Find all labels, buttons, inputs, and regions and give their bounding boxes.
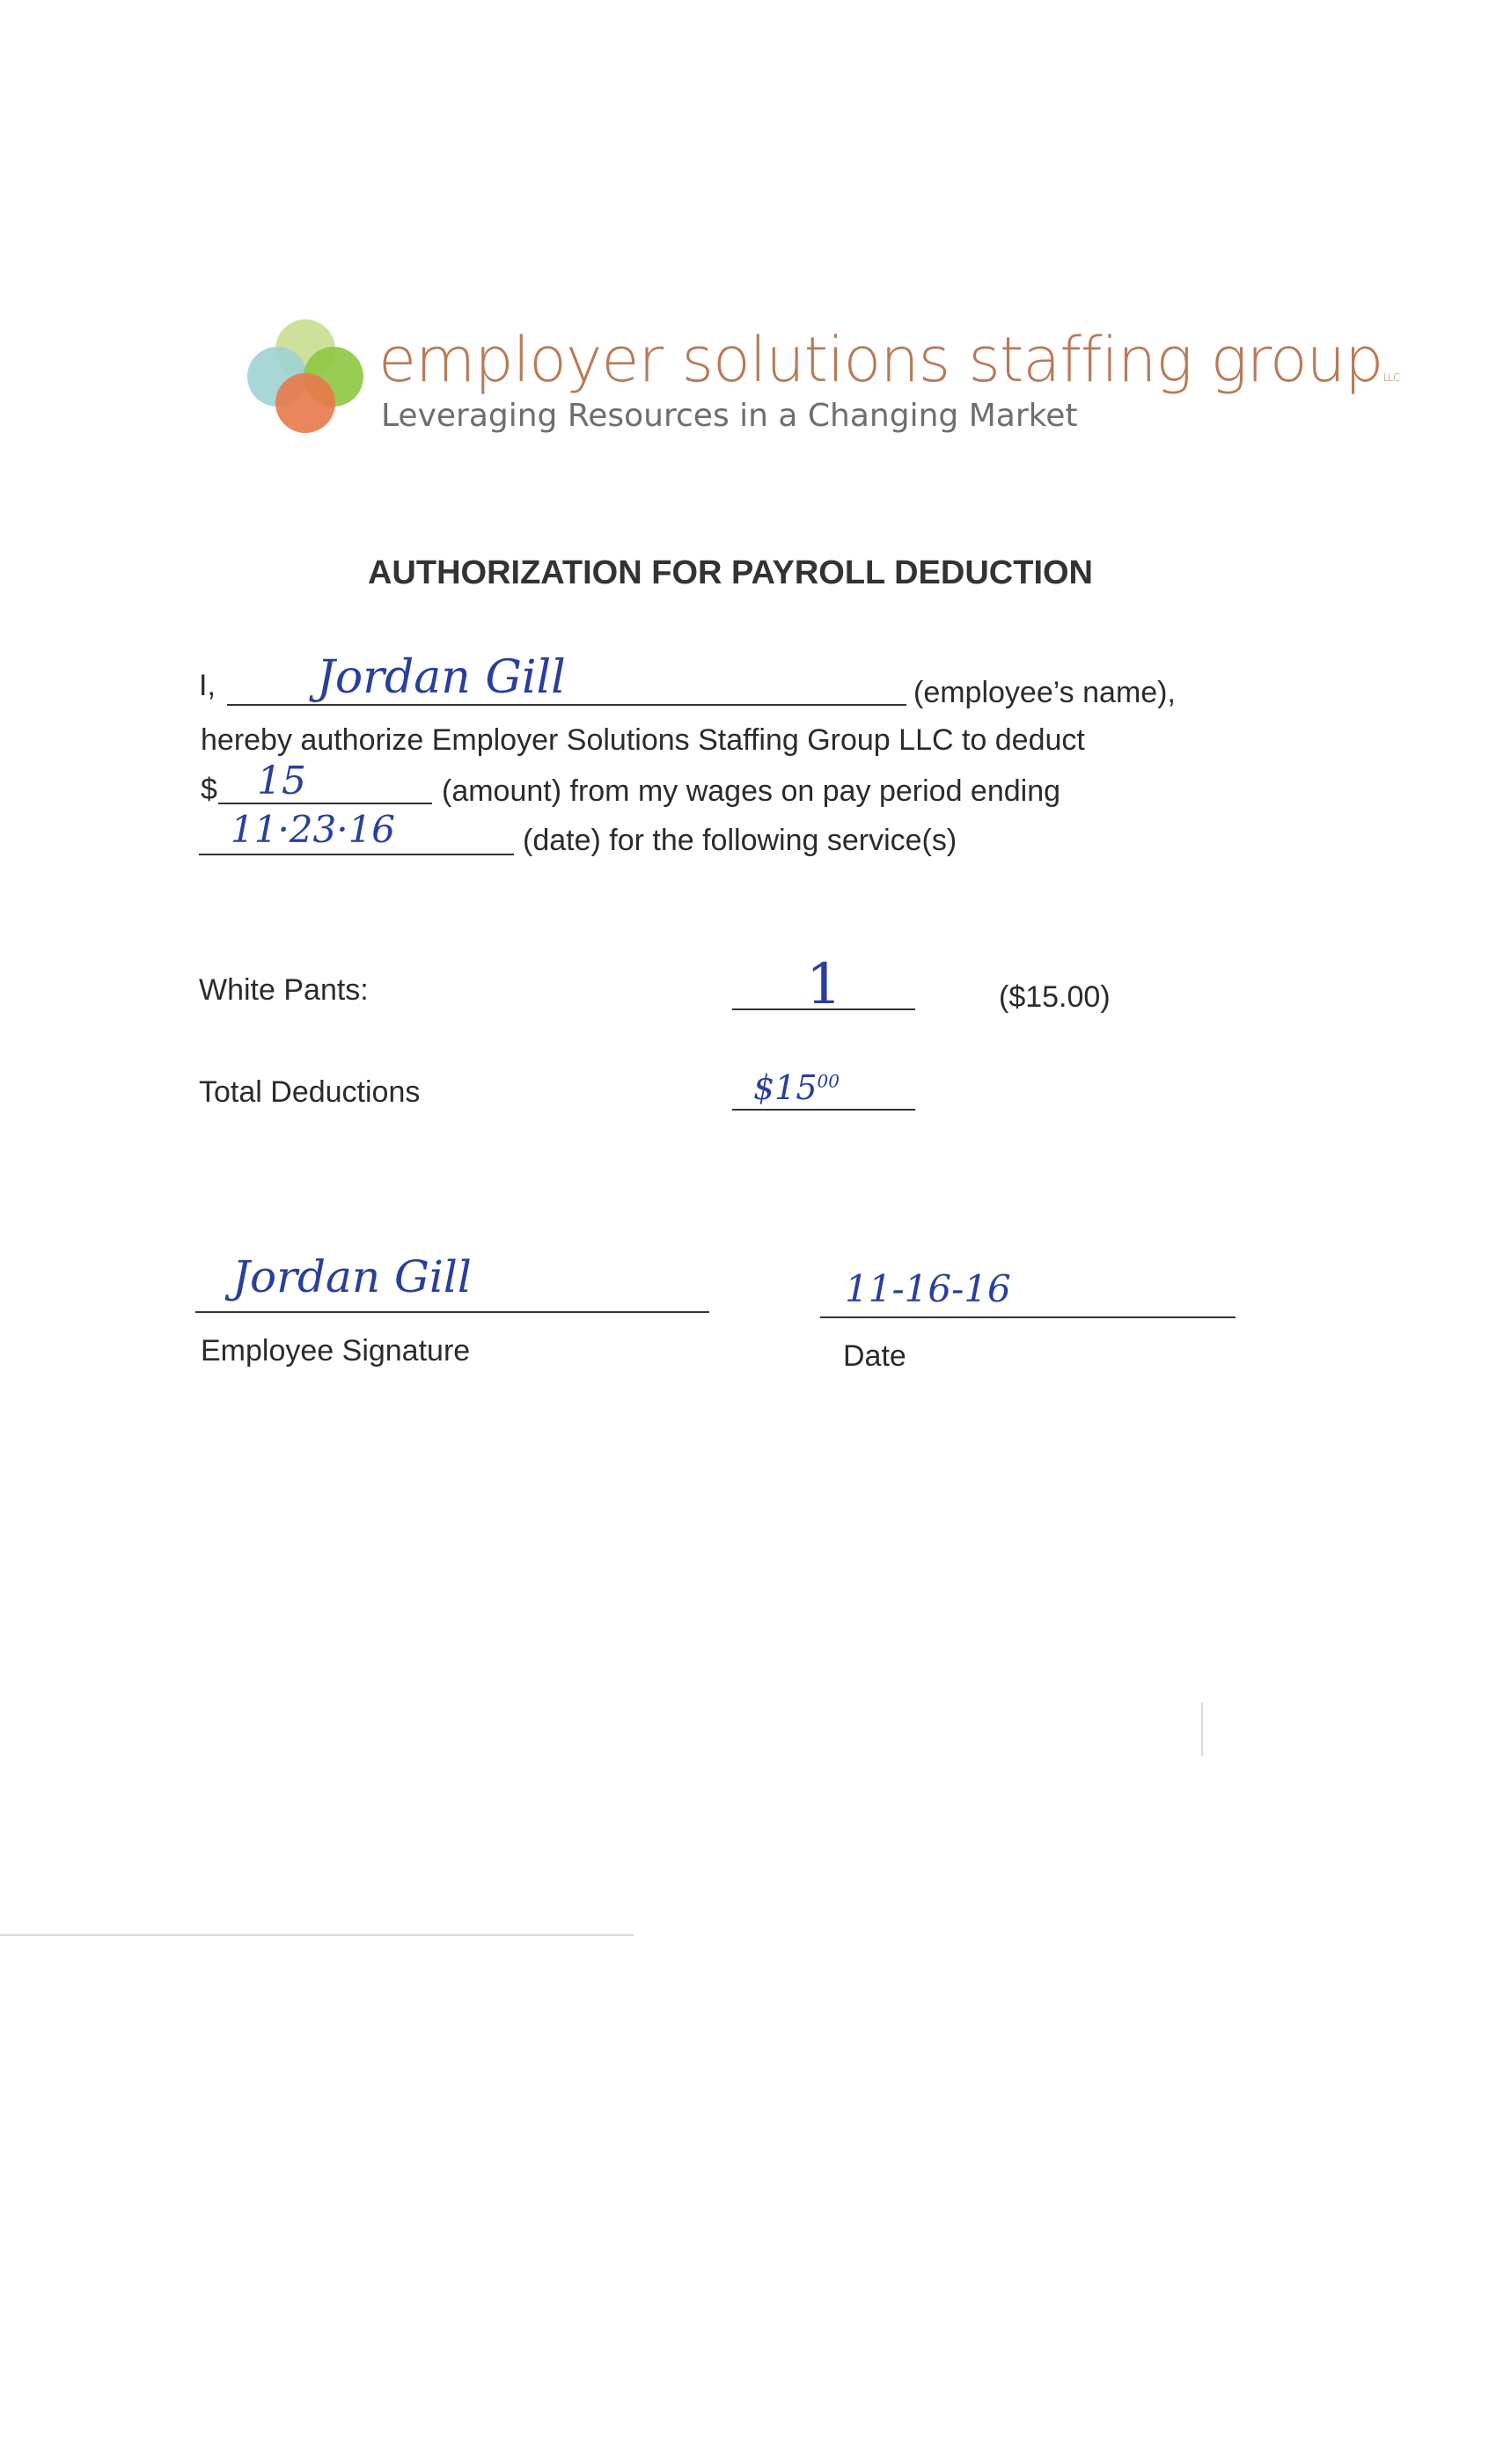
form-title: AUTHORIZATION FOR PAYROLL DEDUCTION bbox=[367, 554, 1094, 591]
signature-label: Employee Signature bbox=[201, 1334, 471, 1368]
item-quantity-handwritten: 1 bbox=[806, 952, 842, 1017]
company-name: employer solutions staffing groupLLC bbox=[378, 324, 1400, 396]
total-line[interactable] bbox=[732, 1109, 915, 1111]
employee-name-line[interactable] bbox=[227, 704, 906, 706]
company-tagline: Leveraging Resources in a Changing Market bbox=[381, 398, 1078, 434]
signed-date-handwritten: 11-16-16 bbox=[845, 1267, 1011, 1310]
name-suffix: (employee’s name), bbox=[913, 676, 1176, 709]
amount-handwritten: 15 bbox=[257, 759, 306, 803]
amount-suffix: (amount) from my wages on pay period ending bbox=[442, 774, 1061, 808]
name-prefix: I, bbox=[199, 669, 216, 702]
employee-name-handwritten: Jordan Gill bbox=[317, 651, 566, 704]
scan-edge-line bbox=[0, 1934, 634, 1936]
scan-mark bbox=[1201, 1703, 1203, 1756]
pay-period-date-line[interactable] bbox=[199, 854, 514, 855]
llc-mark: LLC bbox=[1382, 371, 1400, 384]
signature-line[interactable] bbox=[195, 1311, 709, 1313]
pay-period-date-handwritten: 11·23·16 bbox=[231, 808, 396, 851]
item-price: ($15.00) bbox=[999, 980, 1111, 1014]
date-label: Date bbox=[843, 1339, 906, 1373]
date-suffix: (date) for the following service(s) bbox=[523, 824, 957, 857]
signed-date-line[interactable] bbox=[820, 1316, 1236, 1318]
amount-prefix: $ bbox=[201, 773, 217, 806]
employee-signature-handwritten: Jordan Gill bbox=[232, 1251, 472, 1302]
total-cents-handwritten: 00 bbox=[817, 1070, 840, 1092]
total-handwritten: $\$15^{00}$ bbox=[753, 1068, 840, 1107]
company-logo-mark bbox=[242, 310, 370, 437]
item-label: White Pants: bbox=[199, 973, 369, 1007]
authorization-text: hereby authorize Employer Solutions Staffing Group LLC to deduct bbox=[201, 723, 1085, 757]
total-label: Total Deductions bbox=[199, 1075, 421, 1109]
amount-line[interactable] bbox=[218, 803, 432, 804]
